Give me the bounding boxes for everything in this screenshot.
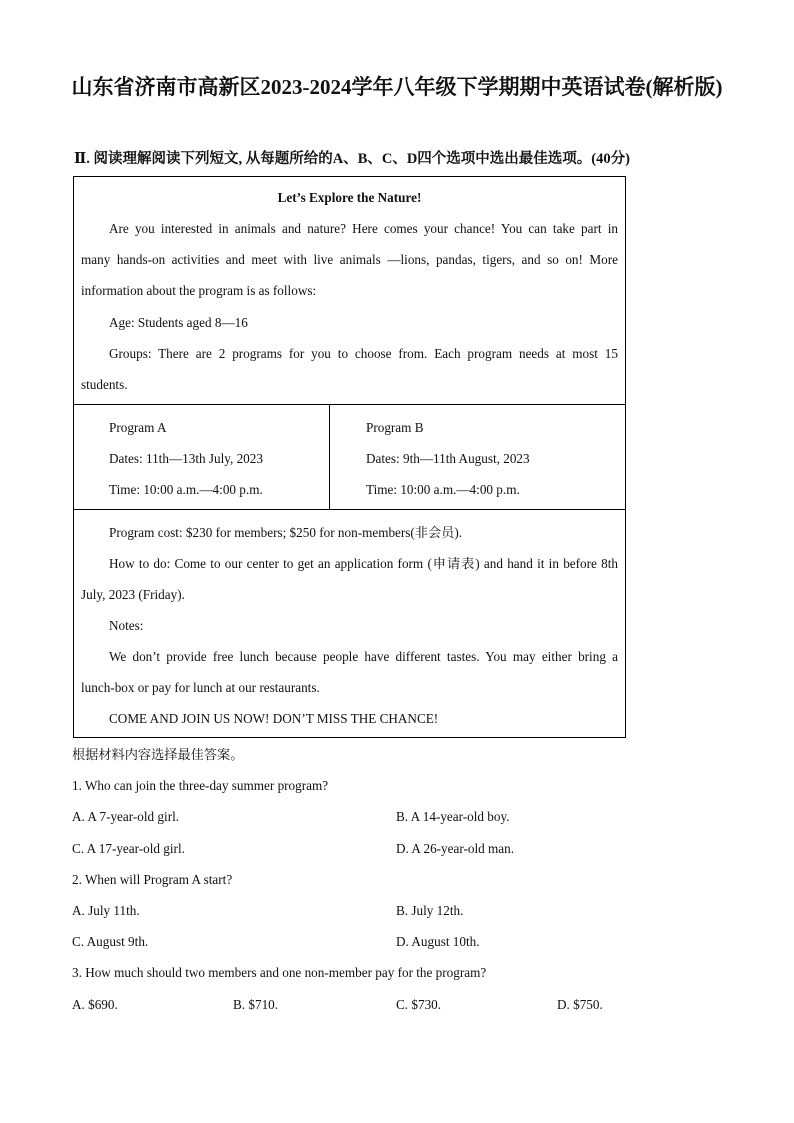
program-a-dates: Dates: 11th—13th July, 2023 (109, 451, 263, 466)
section-heading: Ⅱ. 阅读理解阅读下列短文, 从每题所给的A、B、C、D四个选项中选出最佳选项。(40分) (74, 151, 630, 167)
question-1-option-a: A. A 7-year-old girl. (72, 809, 180, 824)
closing-line: COME AND JOIN US NOW! DON’T MISS THE CHANCE! (109, 711, 439, 726)
program-a-name: Program A (109, 420, 167, 435)
groups-line-2: students. (81, 377, 128, 392)
question-2-stem: 2. When will Program A start? (72, 872, 233, 887)
intro-line-3: information about the program is as follows: (81, 283, 317, 298)
groups-line-1: Groups: There are 2 programs for you to choose from. Each program needs at most 15 (109, 346, 618, 361)
table-divider-top (74, 404, 625, 405)
intro-line-2: many hands-on activities and meet with live animals —lions, pandas, tigers, and so on! More (81, 252, 618, 267)
question-2-option-d: D. August 10th. (396, 934, 480, 949)
question-3-option-c: C. $730. (396, 997, 442, 1012)
passage-box (73, 176, 626, 738)
program-b-dates: Dates: 9th—11th August, 2023 (366, 451, 530, 466)
question-2-option-b: B. July 12th. (396, 903, 464, 918)
notes-line-2: lunch-box or pay for lunch at our restaurants. (81, 680, 320, 695)
question-1-option-b: B. A 14-year-old boy. (396, 809, 510, 824)
question-1-option-d: D. A 26-year-old man. (396, 841, 515, 856)
age-line: Age: Students aged 8—16 (109, 315, 248, 330)
question-3-option-a: A. $690. (72, 997, 118, 1012)
cost-line: Program cost: $230 for members; $250 for non-members(非会员). (109, 525, 463, 540)
program-b-time: Time: 10:00 a.m.—4:00 p.m. (366, 482, 520, 497)
table-divider-vertical (329, 404, 330, 509)
questions-instruction: 根据材料内容选择最佳答案。 (72, 747, 244, 762)
question-2-option-c: C. August 9th. (72, 934, 149, 949)
passage-heading: Let’s Explore the Nature! (277, 190, 422, 205)
howto-line-1: How to do: Come to our center to get an application form (申请表) and hand it in before 8th (109, 556, 618, 571)
question-2-option-a: A. July 11th. (72, 903, 140, 918)
notes-line-1: We don’t provide free lunch because people have different tastes. You may either bring a (109, 649, 618, 664)
program-a-time: Time: 10:00 a.m.—4:00 p.m. (109, 482, 263, 497)
question-3-stem: 3. How much should two members and one non-member pay for the program? (72, 965, 487, 980)
howto-line-2: July, 2023 (Friday). (81, 587, 185, 602)
question-3-option-b: B. $710. (233, 997, 279, 1012)
question-1-stem: 1. Who can join the three-day summer program? (72, 778, 329, 793)
notes-label: Notes: (109, 618, 144, 633)
question-1-option-c: C. A 17-year-old girl. (72, 841, 185, 856)
document-title: 山东省济南市高新区2023-2024学年八年级下学期期中英语试卷(解析版) (71, 75, 723, 99)
question-3-option-d: D. $750. (557, 997, 603, 1012)
table-divider-bottom (74, 509, 625, 510)
program-b-name: Program B (366, 420, 424, 435)
intro-line-1: Are you interested in animals and nature? Here comes your chance! You can take part in (109, 221, 618, 236)
